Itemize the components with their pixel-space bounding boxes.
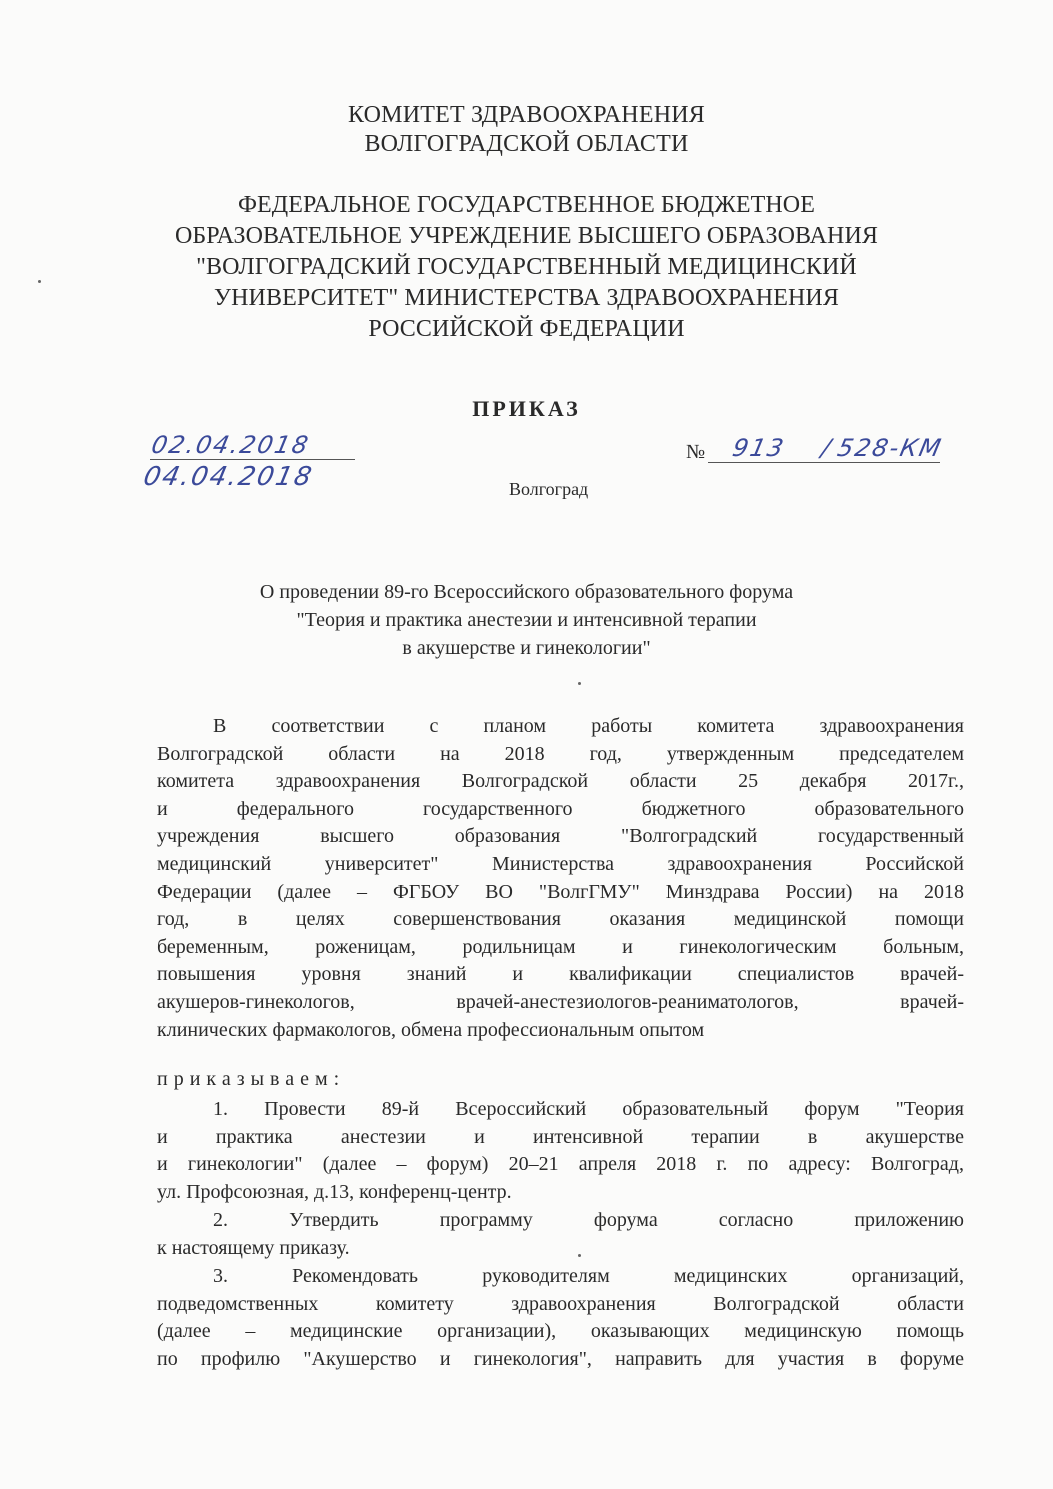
paragraph-line: и федерального государственного бюджетного образовательного (157, 797, 964, 820)
paragraph-line: акушеров-гинекологов, врачей-анестезиологов-реаниматологов, врачей- (157, 990, 964, 1013)
paragraph-line: Федерации (далее – ФГБОУ ВО "ВолгГМУ" Минздрава России) на 2018 (157, 880, 964, 903)
order-item-2 (157, 1207, 964, 1262)
city-name: Волгоград (509, 479, 589, 499)
handwritten-date-1: 02.04.2018 (149, 431, 313, 459)
handwritten-date-2: 04.04.2018 (140, 462, 317, 492)
number-slash: / (819, 434, 836, 462)
item-line: подведомственных комитету здравоохранения Волгоградской области (157, 1292, 964, 1315)
item-line: и практика анестезии и интенсивной терапии в акушерстве (157, 1125, 964, 1148)
item-line: 3. Рекомендовать руководителям медицинских организаций, (213, 1265, 964, 1287)
order-item-1 (157, 1096, 964, 1206)
scan-speck (578, 1254, 581, 1257)
paragraph-line: медицинский университет" Министерства здравоохранения Российской (157, 852, 964, 875)
header-line: ФЕДЕРАЛЬНОЕ ГОСУДАРСТВЕННОЕ БЮДЖЕТНОЕ (237, 192, 815, 218)
number-sign: № (686, 441, 706, 463)
order-item-3 (157, 1263, 964, 1373)
header-line: ОБРАЗОВАТЕЛЬНОЕ УЧРЕЖДЕНИЕ ВЫСШЕГО ОБРАЗОВАНИЯ (174, 223, 879, 249)
header-line: КОМИТЕТ ЗДРАВООХРАНЕНИЯ (348, 102, 705, 128)
committee-header (0, 101, 1053, 159)
subject-line: О проведении 89-го Всероссийского образовательного форума (259, 581, 794, 603)
header-line: РОССИЙСКОЙ ФЕДЕРАЦИИ (368, 316, 685, 342)
handwritten-number-2: 528-КМ (835, 434, 946, 462)
university-header (0, 190, 1053, 345)
order-subject (0, 578, 1053, 662)
header-line: "ВОЛГОГРАДСКИЙ ГОСУДАРСТВЕННЫЙ МЕДИЦИНСКИЙ (196, 254, 857, 280)
scan-speck (38, 280, 41, 283)
item-line: 2. Утвердить программу форума согласно приложению (213, 1209, 964, 1231)
paragraph-line: клинических фармакологов, обмена профессиональным опытом (157, 1018, 705, 1041)
paragraph-line: беременным, роженицам, родильницам и гинекологическим больным, (157, 935, 964, 958)
subject-line: "Теория и практика анестезии и интенсивной терапии (296, 609, 757, 631)
header-line: ВОЛГОГРАДСКОЙ ОБЛАСТИ (364, 131, 689, 157)
item-line: (далее – медицинские организации), оказывающих медицинскую помощь (157, 1320, 964, 1343)
paragraph-line: учреждения высшего образования "Волгоградский государственный (157, 825, 964, 848)
scan-speck (578, 682, 581, 685)
subject-line: в акушерстве и гинекологии" (402, 637, 651, 659)
item-line: и гинекологии" (далее – форум) 20–21 апреля 2018 г. по адресу: Волгоград, (157, 1153, 964, 1176)
paragraph-line: В соответствии с планом работы комитета здравоохранения (213, 715, 964, 737)
paragraph-line: повышения уровня знаний и квалификации специалистов врачей- (157, 963, 964, 986)
number-underline (708, 462, 940, 463)
order-title: ПРИКАЗ (472, 396, 581, 421)
paragraph-line: год, в целях совершенствования оказания медицинской помощи (157, 908, 964, 931)
handwritten-number-1: 913 (730, 434, 788, 462)
paragraph-line: комитета здравоохранения Волгоградской области 25 декабря 2017г., (157, 770, 964, 793)
order-word: приказываем: (157, 1068, 346, 1090)
date-underline (150, 459, 355, 460)
paragraph-line: Волгоградской области на 2018 год, утвержденным председателем (157, 742, 964, 765)
preamble-paragraph (157, 713, 964, 1044)
item-line: к настоящему приказу. (157, 1236, 350, 1259)
item-line: 1. Провести 89-й Всероссийский образовательный форум "Теория (213, 1098, 964, 1120)
header-line: УНИВЕРСИТЕТ" МИНИСТЕРСТВА ЗДРАВООХРАНЕНИЯ (214, 285, 839, 311)
item-line: ул. Профсоюзная, д.13, конференц-центр. (157, 1180, 512, 1203)
item-line: по профилю "Акушерство и гинекология", направить для участия в форуме (157, 1347, 964, 1370)
